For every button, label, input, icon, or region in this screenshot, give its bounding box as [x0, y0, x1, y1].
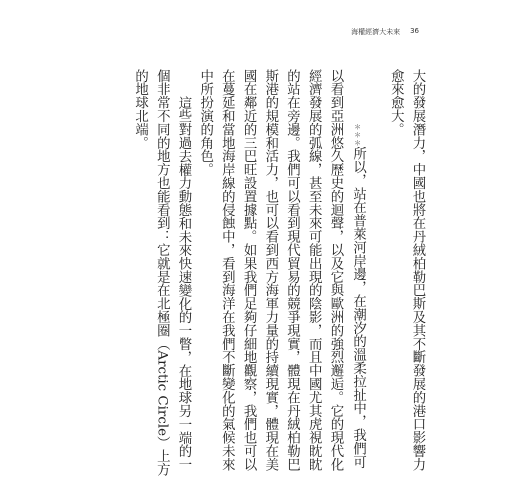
paragraph-1: 大的發展潛力，中國也將在丹絨柏勒巴斯及其不斷發展的港口影響力愈來愈大。: [388, 69, 425, 471]
page-number: 36: [410, 27, 419, 35]
section-break-marker: ＊＊＊: [353, 122, 362, 147]
paragraph-2: [194, 69, 369, 479]
running-header: [351, 27, 419, 37]
book-title: 海權經濟大未來: [351, 28, 401, 36]
paragraph-2-text: 所以，站在普萊河岸邊，在潮汐的溫柔拉扯中，我們可以看到亞洲悠久歷史的迴聲，以及它與歐洲的強烈邂逅。它的現代化經濟發展的弧線，甚至未來可能出現的陰影，而且中國尤其虎視眈眈的站在旁邊。我們可以看到現代貿易的競爭現實，體現在丹絨柏勒巴斯港的規模和活力，也可以看到西方海軍力量的持續現實，體現在美國在鄰近的三巴旺設置據點。如果我們足夠仔細地觀察，我們也可以在蔓延和當地海岸線的侵蝕中，看到海洋在我們不斷變化的氣候未來中所扮演的角色。: [197, 69, 366, 471]
paragraph-3: 這些對過去權力動態和未來快速變化的一瞥，在地球另一端的一個非常不同的地方也能看到：它就是在北極圈（Arctic Circle）上方的地球北端。: [132, 69, 191, 477]
vertical-text-body: [129, 69, 428, 479]
